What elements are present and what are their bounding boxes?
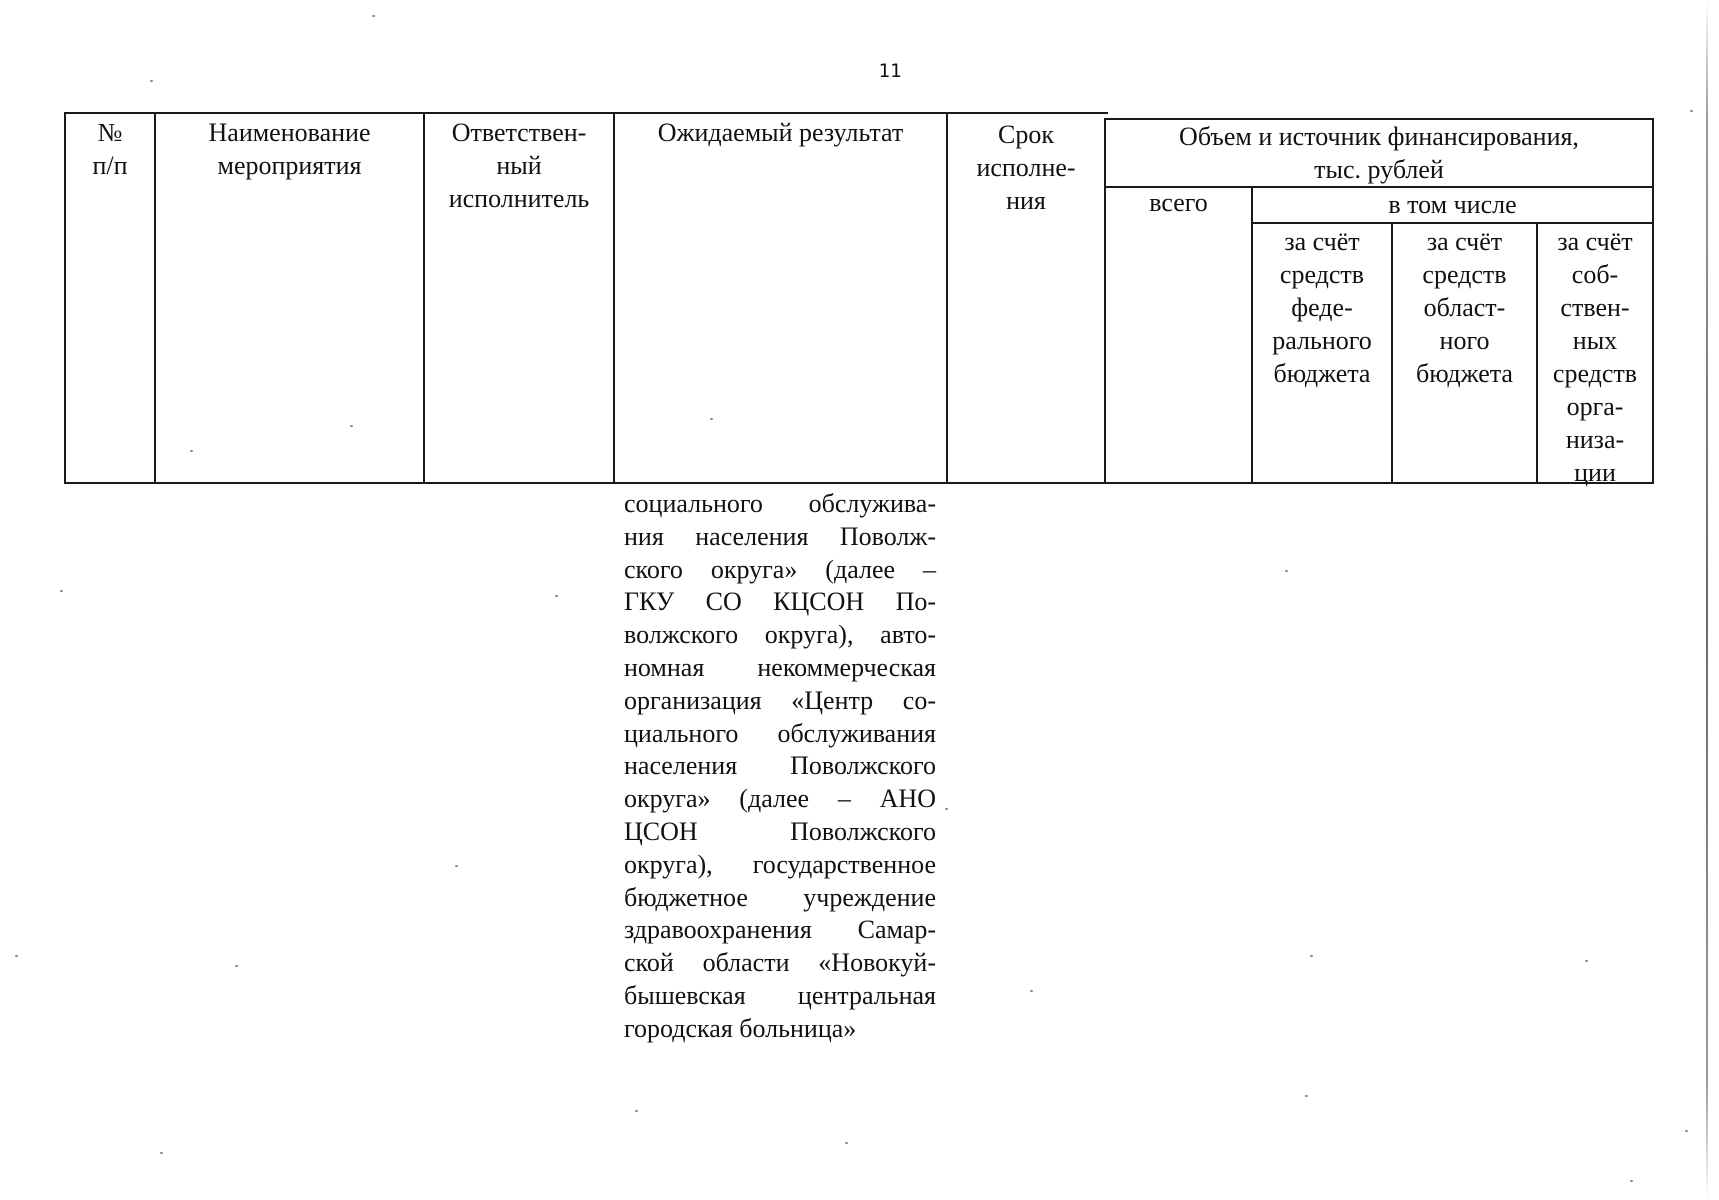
continuation-line: бюджетное учреждение (624, 882, 936, 912)
table-top-border (64, 112, 1108, 114)
header-total: всего (1149, 188, 1208, 217)
continuation-line: циального обслуживания (624, 718, 936, 748)
table-bottom-border (64, 482, 1654, 484)
continuation-line: номная некоммерческая (624, 652, 936, 682)
header-regional: за счёт средств област- ного бюджета (1416, 227, 1513, 388)
including-sub-border (1252, 222, 1654, 224)
continuation-line: ского округа» (далее – (624, 554, 936, 584)
header-num: № п/п (92, 118, 128, 180)
header-result: Ожидаемый результат (657, 118, 904, 147)
continuation-line: волжского округа), авто- (624, 620, 936, 650)
header-responsible: Ответствен- ный исполнитель (448, 118, 590, 213)
continuation-line: ГКУ СО КЦСОН По- (624, 587, 936, 617)
continuation-line: округа» (далее – АНО (624, 784, 936, 814)
continuation-line: ЦСОН Поволжского (624, 816, 936, 846)
header-name: Наименование мероприятия (208, 118, 371, 180)
continuation-line: организация «Центр со- (624, 685, 936, 715)
header-including: в том числе (1388, 190, 1517, 219)
continuation-line: социального обслужива- (624, 489, 936, 518)
page-number: 11 (878, 60, 902, 82)
scan-edge-shadow (1706, 0, 1708, 1200)
expected-result-continuation (624, 488, 936, 1046)
header-own-funds: за счёт соб- ствен- ных средств орга- низа- ции (1552, 227, 1638, 487)
header-term: Срок исполне- ния (976, 120, 1076, 215)
continuation-line: бышевская центральная (624, 980, 936, 1010)
continuation-line: здравоохранения Самар- (624, 915, 936, 945)
continuation-line: ния населения Поволж- (624, 521, 936, 551)
continuation-line: ской области «Новокуй- (624, 948, 936, 978)
continuation-line: городская больница» (624, 1013, 857, 1043)
col-border-3 (613, 112, 615, 484)
col-border-9 (1652, 118, 1654, 484)
continuation-line: округа), государственное (624, 849, 936, 879)
header-federal: за счёт средств феде- рального бюджета (1272, 227, 1372, 388)
header-financing: Объем и источник финансирования, тыс. рублей (1179, 122, 1579, 184)
continuation-line: населения Поволжского (624, 751, 936, 781)
